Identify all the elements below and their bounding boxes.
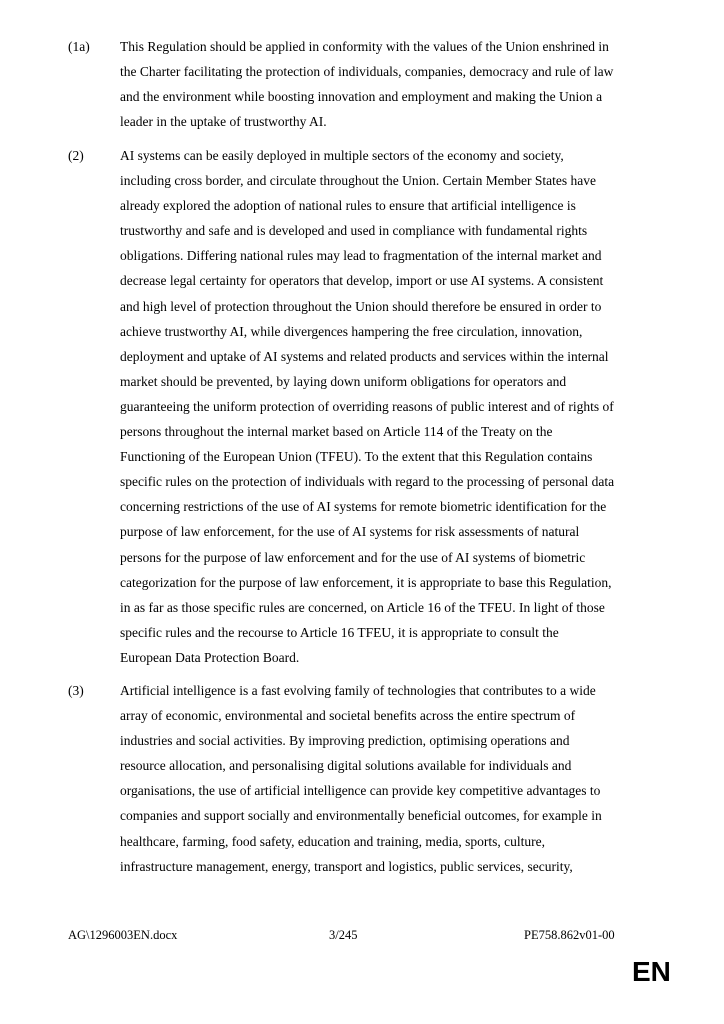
footer-document-reference: AG\1296003EN.docx <box>68 928 178 942</box>
text-line: companies and support socially and environmentally beneficial outcomes, for example in <box>120 808 602 824</box>
text-line: specific rules and the recourse to Article 16 TFEU, it is appropriate to consult the <box>120 624 559 640</box>
text-line: specific rules on the protection of individuals with regard to the processing of personal data <box>120 474 615 490</box>
text-line: market should be prevented, by laying down uniform obligations for operators and <box>120 373 567 389</box>
text-line: This Regulation should be applied in conformity with the values of the Union enshrined in <box>120 39 609 54</box>
text-line: already explored the adoption of national rules to ensure that artificial intelligence is <box>120 198 576 214</box>
recital-number: (3) <box>68 683 84 698</box>
text-line: decrease legal certainty for operators that develop, import or use AI systems. A consistent <box>120 273 604 289</box>
text-line: persons for the purpose of law enforcement and for the use of AI systems of biometric <box>120 549 586 565</box>
text-line: organisations, the use of artificial intelligence can provide key competitive advantages to <box>120 783 601 799</box>
text-line: infrastructure management, energy, transport and logistics, public services, security, <box>120 858 573 874</box>
text-line: AI systems can be easily deployed in multiple sectors of the economy and society, <box>120 148 564 163</box>
text-line: obligations. Differing national rules may lead to fragmentation of the internal market and <box>120 248 602 264</box>
recital-number: (2) <box>68 148 84 163</box>
text-line: the Charter facilitating the protection of individuals, companies, democracy and rule of law <box>120 64 614 80</box>
text-line: industries and social activities. By improving prediction, optimising operations and <box>120 733 570 749</box>
text-line: purpose of law enforcement, for the use of AI systems for risk assessments of natural <box>120 524 580 540</box>
text-line: Artificial intelligence is a fast evolving family of technologies that contributes to a wide <box>120 683 596 698</box>
text-line: healthcare, farming, food safety, education and training, media, sports, culture, <box>120 833 545 849</box>
recital-text <box>120 143 660 670</box>
text-line: resource allocation, and personalising digital solutions available for individuals and <box>120 758 572 774</box>
text-line: achieve trustworthy AI, while divergences hampering the free circulation, innovation, <box>120 323 583 339</box>
text-line: in as far as those specific rules are concerned, on Article 16 of the TFEU. In light of those <box>120 599 605 615</box>
recital-number: (1a) <box>68 39 90 54</box>
text-line: trustworthy and safe and is developed and used in compliance with fundamental rights <box>120 223 588 239</box>
footer-page-number: 3/245 <box>329 928 358 942</box>
text-line: categorization for the purpose of law enforcement, it is appropriate to base this Regulation, <box>120 574 612 590</box>
text-line: European Data Protection Board. <box>120 649 300 665</box>
text-line: and high level of protection throughout the Union should therefore be ensured in order to <box>120 298 602 314</box>
recital-text <box>120 34 660 134</box>
text-line: and the environment while boosting innovation and employment and making the Union a <box>120 89 603 105</box>
text-line: Functioning of the European Union (TFEU). To the extent that this Regulation contains <box>120 449 593 465</box>
text-line: array of economic, environmental and societal benefits across the entire spectrum of <box>120 708 576 724</box>
text-line: concerning restrictions of the use of AI systems for remote biometric identification for the <box>120 499 607 515</box>
text-line: leader in the uptake of trustworthy AI. <box>120 114 327 130</box>
text-line: guaranteeing the uniform protection of overriding reasons of public interest and of rights of <box>120 398 614 414</box>
recital-text <box>120 678 660 879</box>
language-mark: EN <box>632 956 671 987</box>
text-line: deployment and uptake of AI systems and related products and services within the internal <box>120 348 609 364</box>
text-line: persons throughout the internal market based on Article 114 of the Treaty on the <box>120 424 553 440</box>
text-line: including cross border, and circulate throughout the Union. Certain Member States have <box>120 173 596 189</box>
footer-pe-reference: PE758.862v01-00 <box>524 928 615 942</box>
